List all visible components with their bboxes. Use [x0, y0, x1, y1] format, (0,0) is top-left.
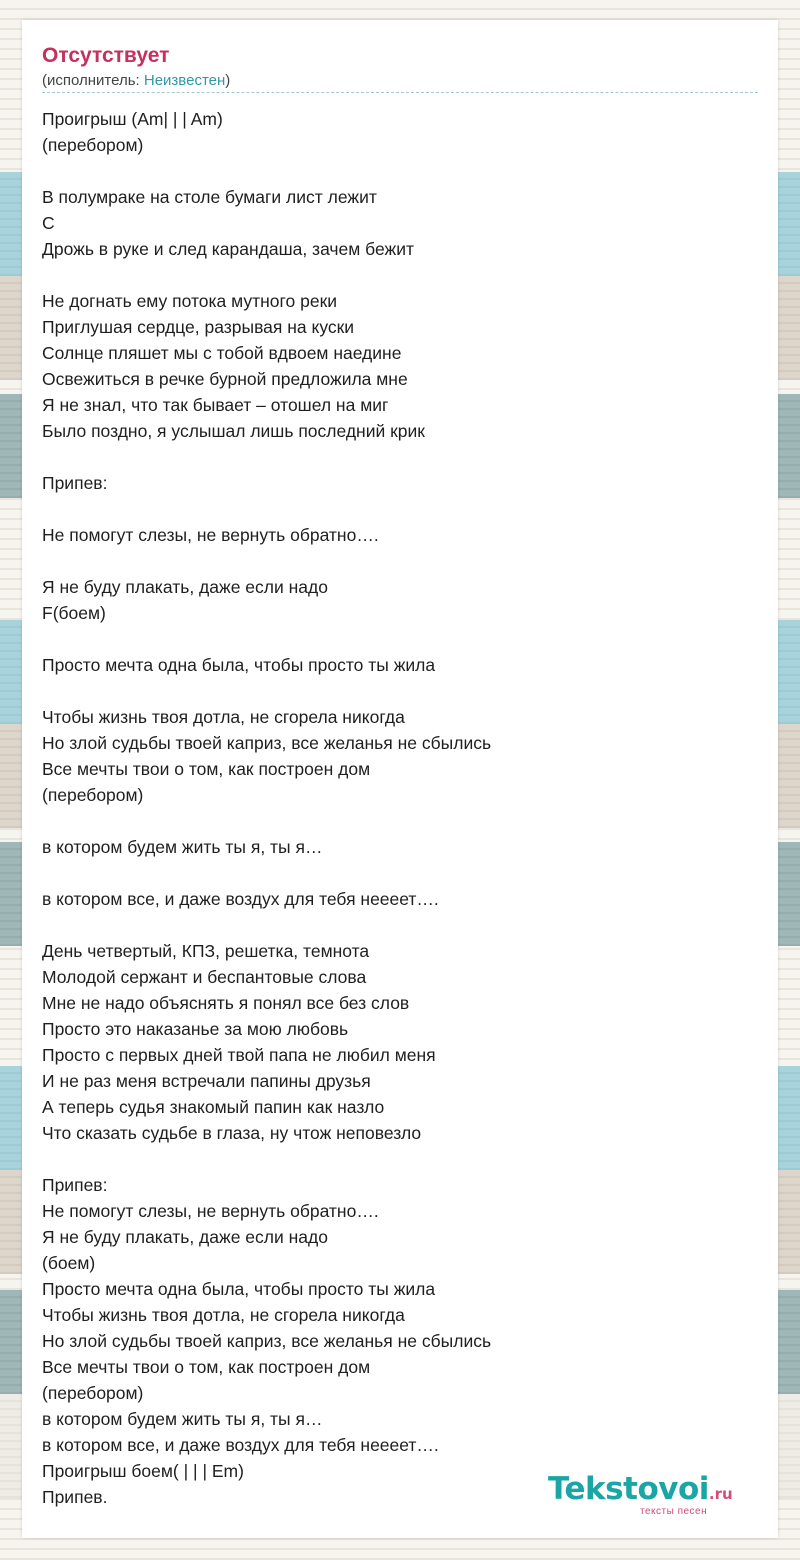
lyric-line: Не догнать ему потока мутного реки — [42, 291, 338, 311]
logo-tagline: тексты песен — [640, 1506, 708, 1517]
divider — [42, 92, 758, 93]
lyric-line: Просто это наказанье за мою любовь — [42, 1019, 349, 1039]
lyric-line: Просто мечта одна была, чтобы просто ты жила — [42, 655, 436, 675]
lyric-line — [42, 496, 758, 522]
lyric-line — [42, 808, 758, 834]
lyric-line — [42, 860, 758, 886]
lyric-line: В полумраке на столе бумаги лист лежит — [42, 187, 377, 207]
lyric-line: Все мечты твои о том, как построен дом — [42, 759, 371, 779]
lyric-line: (перебором) — [42, 1383, 144, 1403]
lyric-line: в котором будем жить ты я, ты я… — [42, 1409, 323, 1429]
lyric-line: Мне не надо объяснять я понял все без слов — [42, 993, 410, 1013]
lyric-line: Я не буду плакать, даже если надо — [42, 577, 328, 597]
lyric-line: Освежиться в речке бурной предложила мне — [42, 369, 408, 389]
lyric-line: Припев: — [42, 1175, 108, 1195]
lyric-line — [42, 1146, 758, 1172]
logo-name: Tekstovoi — [548, 1471, 709, 1507]
lyric-line: Но злой судьбы твоей каприз, все желанья не сбылись — [42, 1331, 492, 1351]
lyric-line — [42, 626, 758, 652]
lyric-line: Чтобы жизнь твоя дотла, не сгорела никогда — [42, 707, 405, 727]
lyric-line: Дрожь в руке и след карандаша, зачем бежит — [42, 239, 415, 259]
lyric-line: (перебором) — [42, 135, 144, 155]
lyric-line: Не помогут слезы, не вернуть обратно…. — [42, 525, 379, 545]
lyric-line: (перебором) — [42, 785, 144, 805]
lyric-line: Проигрыш боем( | | | Em) — [42, 1461, 244, 1481]
lyric-line: в котором все, и даже воздух для тебя неееет…. — [42, 1435, 439, 1455]
lyric-line: Не помогут слезы, не вернуть обратно…. — [42, 1201, 379, 1221]
lyric-line — [42, 548, 758, 574]
lyric-line — [42, 262, 758, 288]
lyric-line — [42, 678, 758, 704]
lyric-line: в котором будем жить ты я, ты я… — [42, 837, 323, 857]
lyric-line: День четвертый, КПЗ, решетка, темнота — [42, 941, 370, 961]
lyric-line — [42, 444, 758, 470]
lyric-line — [42, 158, 758, 184]
artist-suffix: ) — [225, 72, 231, 89]
artist-link[interactable]: Неизвестен — [143, 72, 226, 89]
lyric-line: Приглушая сердце, разрывая на куски — [42, 317, 355, 337]
lyrics-body — [42, 106, 758, 1510]
lyric-line: Но злой судьбы твоей каприз, все желанья не сбылись — [42, 733, 492, 753]
lyric-line — [42, 912, 758, 938]
lyric-line: Проигрыш (Am| | | Am) — [42, 109, 223, 129]
site-logo[interactable] — [548, 1471, 733, 1517]
lyric-line: C — [42, 213, 55, 233]
artist-line — [42, 72, 230, 89]
lyric-line: Припев: — [42, 473, 108, 493]
lyric-line: А теперь судья знакомый папин как назло — [42, 1097, 385, 1117]
lyric-line: Я не буду плакать, даже если надо — [42, 1227, 328, 1247]
song-title: Отсутствует — [42, 44, 170, 67]
lyric-line: Я не знал, что так бывает – отошел на миг — [42, 395, 389, 415]
lyric-line: Припев. — [42, 1487, 108, 1507]
lyric-line: Солнце пляшет мы с тобой вдвоем наедине — [42, 343, 402, 363]
lyric-line: Молодой сержант и беспантовые слова — [42, 967, 367, 987]
artist-prefix: (исполнитель: — [42, 72, 144, 89]
lyric-line: Просто мечта одна была, чтобы просто ты жила — [42, 1279, 436, 1299]
lyric-line: Было поздно, я услышал лишь последний крик — [42, 421, 425, 441]
lyric-line: Все мечты твои о том, как построен дом — [42, 1357, 371, 1377]
lyric-line: Что сказать судьбе в глаза, ну чтож неповезло — [42, 1123, 422, 1143]
lyrics-card — [22, 20, 778, 1538]
lyric-line: Чтобы жизнь твоя дотла, не сгорела никогда — [42, 1305, 405, 1325]
logo-domain: .ru — [708, 1485, 733, 1503]
lyric-line: в котором все, и даже воздух для тебя неееет…. — [42, 889, 439, 909]
lyric-line: F(боем) — [42, 603, 106, 623]
lyric-line: (боем) — [42, 1253, 96, 1273]
lyric-line: И не раз меня встречали папины друзья — [42, 1071, 371, 1091]
lyric-line: Просто с первых дней твой папа не любил меня — [42, 1045, 436, 1065]
